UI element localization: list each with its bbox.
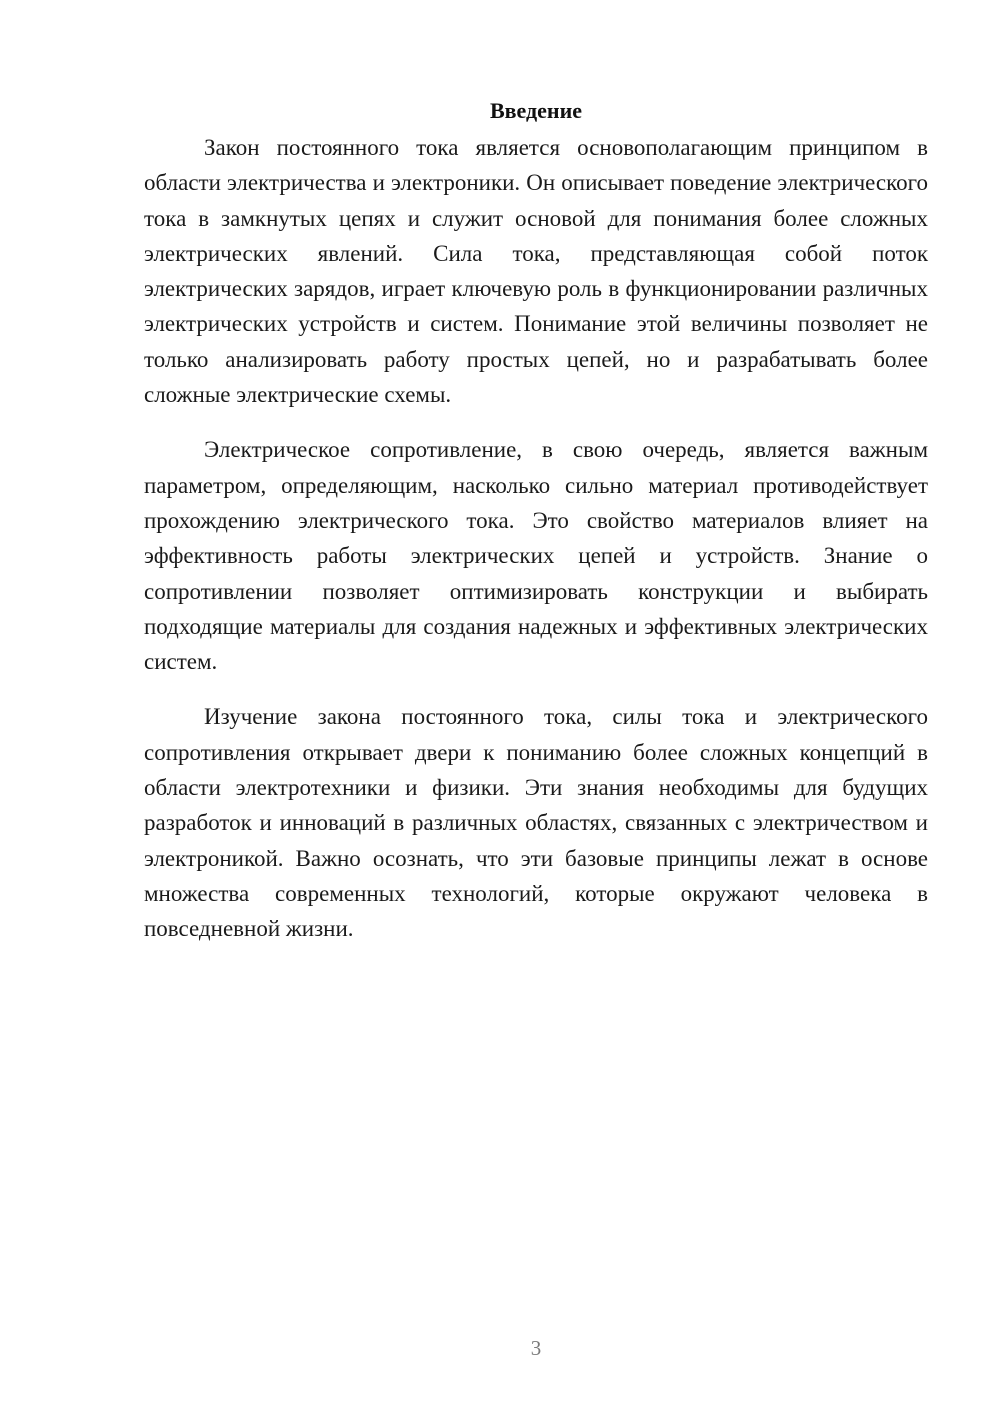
paragraph-1: Закон постоянного тока является основополагающим принципом в области электричества и электроники. Он описывает поведение электрического тока в замкнутых цепях и служит основой для понимания более сложных электрических явлений. Сила тока, представляющая собой поток электрических зарядов, играет ключевую роль в функционировании различных электрических устройств и систем. Понимание этой величины позволяет не только анализировать работу простых цепей, но и разрабатывать более сложные электрические схемы. xyxy=(144,135,928,408)
section-heading: Введение xyxy=(489,98,583,123)
paragraph-2: Электрическое сопротивление, в свою очередь, является важным параметром, определяющим, насколько сильно материал противодействует прохождению электрического тока. Это свойство материалов влияет на эффективность работы электрических цепей и устройств. Знание о сопротивлении позволяет оптимизировать конструкции и выбирать подходящие материалы для создания надежных и эффективных электрических систем. xyxy=(144,437,928,675)
page-content xyxy=(144,96,928,967)
paragraph-3: Изучение закона постоянного тока, силы тока и электрического сопротивления открывает двери к пониманию более сложных концепций в области электротехники и физики. Эти знания необходимы для будущих разработок и инноваций в различных областях, связанных с электричеством и электроникой. Важно осознать, что эти базовые принципы лежат в основе множества современных технологий, которые окружают человека в повседневной жизни. xyxy=(144,704,928,942)
page-number: 3 xyxy=(530,1336,542,1360)
